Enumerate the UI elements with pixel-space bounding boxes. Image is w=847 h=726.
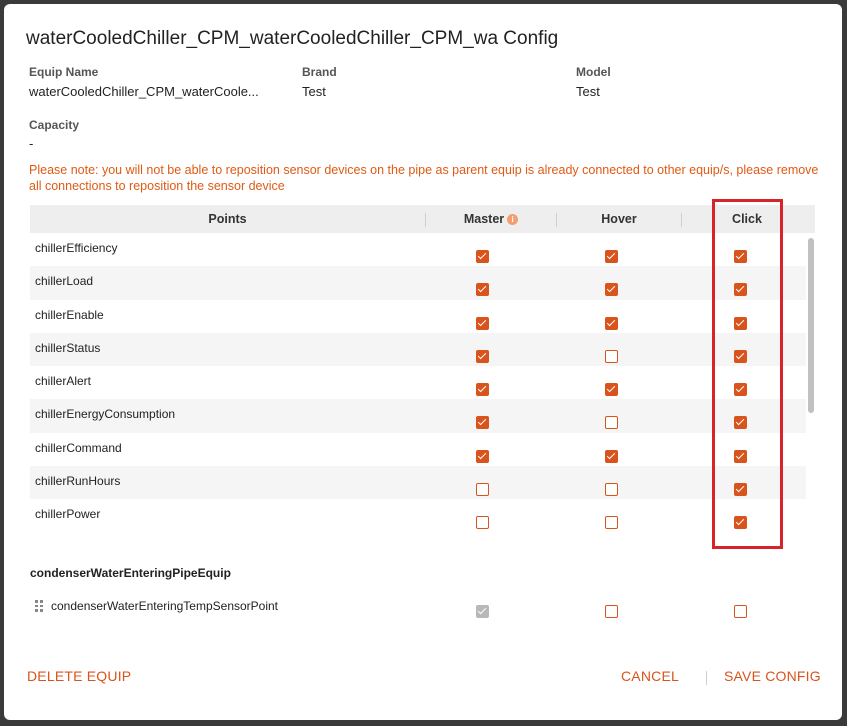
- hover-checkbox[interactable]: [605, 250, 618, 263]
- table-row: [30, 333, 806, 366]
- hover-checkbox[interactable]: [605, 350, 618, 363]
- master-checkbox[interactable]: [476, 483, 489, 496]
- click-column-highlight: [712, 199, 783, 549]
- point-name: chillerLoad: [35, 274, 94, 289]
- reposition-note: Please note: you will not be able to reposition sensor devices on the pipe as parent equip is already connected to other equip/s, please remove all connections to reposition the sensor device: [29, 163, 819, 193]
- points-list: [30, 233, 806, 533]
- equip-name-value: waterCooledChiller_CPM_waterCoole...: [29, 84, 259, 99]
- section-title: condenserWaterEnteringPipeEquip: [30, 566, 231, 580]
- header-points: Points: [208, 212, 247, 226]
- master-checkbox[interactable]: [476, 516, 489, 529]
- point-name: chillerStatus: [35, 340, 101, 355]
- hover-checkbox[interactable]: [605, 416, 618, 429]
- model-value: Test: [576, 84, 600, 99]
- table-row: [30, 366, 806, 399]
- sensor-row: [30, 594, 806, 624]
- save-config-button[interactable]: SAVE CONFIG: [724, 668, 821, 684]
- hover-checkbox[interactable]: [605, 383, 618, 396]
- brand-value: Test: [302, 84, 326, 99]
- info-icon[interactable]: i: [507, 214, 518, 225]
- hover-checkbox[interactable]: [605, 450, 618, 463]
- table-header: [30, 205, 815, 233]
- hover-checkbox[interactable]: [605, 317, 618, 330]
- sensor-hover-checkbox[interactable]: [605, 605, 618, 618]
- sensor-point-label: condenserWaterEnteringTempSensorPoint: [51, 599, 279, 613]
- capacity-value: -: [29, 136, 34, 151]
- hover-checkbox[interactable]: [605, 483, 618, 496]
- point-name: chillerCommand: [35, 440, 122, 455]
- brand-label: Brand: [302, 65, 337, 79]
- master-checkbox[interactable]: [476, 283, 489, 296]
- footer-divider: [706, 671, 707, 685]
- table-row: [30, 499, 806, 532]
- table-row: [30, 300, 806, 333]
- hover-checkbox[interactable]: [605, 516, 618, 529]
- master-checkbox[interactable]: [476, 383, 489, 396]
- dialog-title: waterCooledChiller_CPM_waterCooledChiller_CPM_wa Config: [26, 28, 559, 49]
- point-name: chillerRunHours: [35, 474, 121, 489]
- cancel-button[interactable]: CANCEL: [621, 668, 679, 684]
- table-row: [30, 433, 806, 466]
- header-click: Click: [732, 212, 762, 226]
- point-name: chillerEnergyConsumption: [35, 407, 176, 422]
- sensor-master-checkbox: [476, 605, 489, 618]
- capacity-label: Capacity: [29, 118, 80, 132]
- header-hover: Hover: [601, 212, 637, 226]
- table-row: [30, 266, 806, 299]
- master-checkbox[interactable]: [476, 317, 489, 330]
- table-row: [30, 233, 806, 266]
- point-name: chillerAlert: [35, 374, 92, 389]
- model-label: Model: [576, 65, 611, 79]
- point-name: chillerPower: [35, 507, 101, 522]
- drag-handle-icon[interactable]: [35, 600, 43, 612]
- delete-equip-button[interactable]: DELETE EQUIP: [27, 668, 132, 684]
- sensor-click-checkbox[interactable]: [734, 605, 747, 618]
- scrollbar-thumb[interactable]: [808, 238, 814, 413]
- header-master: [426, 205, 556, 233]
- point-name: chillerEfficiency: [35, 241, 118, 255]
- equip-name-label: Equip Name: [29, 65, 99, 79]
- point-name: chillerEnable: [35, 307, 104, 322]
- config-dialog: [4, 4, 842, 720]
- table-row: [30, 466, 806, 499]
- table-row: [30, 399, 806, 432]
- master-checkbox[interactable]: [476, 350, 489, 363]
- master-checkbox[interactable]: [476, 416, 489, 429]
- scrollbar[interactable]: [806, 233, 815, 533]
- master-checkbox[interactable]: [476, 250, 489, 263]
- header-master-label: Master: [463, 212, 505, 226]
- hover-checkbox[interactable]: [605, 283, 618, 296]
- master-checkbox[interactable]: [476, 450, 489, 463]
